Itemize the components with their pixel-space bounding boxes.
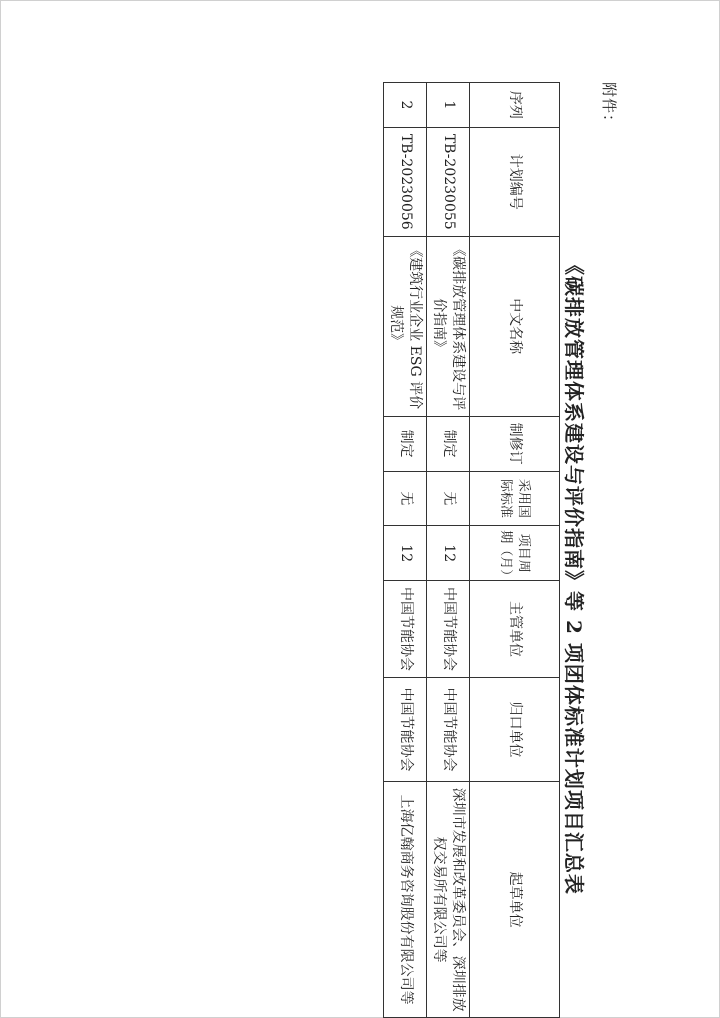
cell-period: 12 [384,526,427,581]
cell-cn-name: 《建筑行业企业 ESG 评价规范》 [384,236,427,416]
header-seq: 序列 [470,83,560,128]
cell-adopt-intl: 无 [384,471,427,526]
cell-period: 12 [427,526,470,581]
header-revision: 制修订 [470,416,560,471]
table-row [384,83,427,1018]
table-header-row [470,83,560,1018]
cell-mgmt-unit: 中国节能协会 [384,677,427,781]
header-owner: 主管单位 [470,581,560,678]
document-title: 《碳排放管理体系建设与评价指南》等 2 项团体标准计划项目汇总表 [562,255,586,895]
cell-mgmt-unit: 中国节能协会 [427,677,470,781]
table-row [427,83,470,1018]
attachment-label: 附件： [600,82,618,131]
cell-adopt-intl: 无 [427,471,470,526]
cell-plan-no: TB-20230055 [427,127,470,236]
cell-drafter: 上海亿翰商务咨询股份有限公司等 [384,782,427,1018]
cell-seq: 2 [384,83,427,128]
header-mgmt-unit: 归口单位 [470,677,560,781]
cell-owner: 中国节能协会 [384,581,427,678]
cell-revision: 制定 [384,416,427,471]
cell-cn-name: 《碳排放管理体系建设与评价指南》 [427,236,470,416]
header-period: 项目周期（月） [470,526,560,581]
cell-plan-no: TB-20230056 [384,127,427,236]
header-drafter: 起草单位 [470,782,560,1018]
header-adopt-intl: 采用国际标准 [470,471,560,526]
cell-drafter: 深圳市发展和改革委员会、深圳排放权交易所有限公司等 [427,782,470,1018]
plan-table [383,82,560,1018]
cell-revision: 制定 [427,416,470,471]
header-plan-no: 计划编号 [470,127,560,236]
header-cn-name: 中文名称 [470,236,560,416]
cell-owner: 中国节能协会 [427,581,470,678]
cell-seq: 1 [427,83,470,128]
